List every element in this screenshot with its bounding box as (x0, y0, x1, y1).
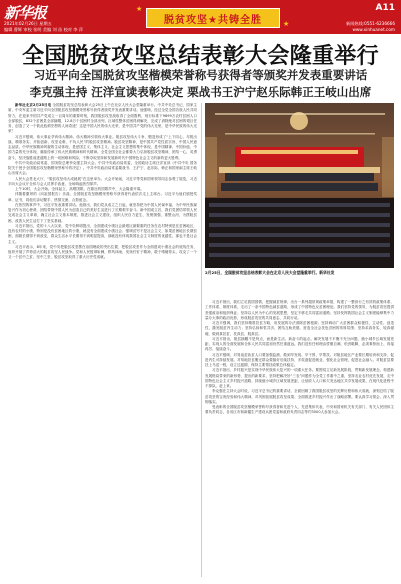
article-paragraph: 伴随着激昂的《向祖国报告》乐曲，全国脱贫攻坚楷模荣誉称号获得者代表依次走上主席台。习近平为他们颁授奖章、证书，同他们亲切握手、热情交流、合影留念。 (8, 192, 197, 202)
dateline: 新华社北京2月25日电 (15, 103, 52, 107)
conference-photo (205, 103, 394, 268)
article-paragraph: 上午10时，大会开始。全体起立，高唱国歌。在雄壮的国歌声中，大会隆重开幕。 (15, 187, 144, 191)
subheadline-1: 习近平向全国脱贫攻坚楷模荣誉称号获得者等颁奖并发表重要讲话 (33, 68, 368, 82)
article-paragraph: 李克强在主持大会时说，习近平总书记的重要讲话，全面回顾了我国脱贫攻坚的光辉历程和伟大成就，深刻总结了脱贫攻坚的宝贵经验和伟大精神，对巩固拓展脱贫攻坚成果、全面推进乡村振兴作出了战略部署。要认真学习领会、深入贯彻落实。 (205, 389, 394, 404)
date-line: 2021年02月26日 星期五 (4, 21, 52, 26)
article-paragraph: 受表彰的全国脱贫攻坚楷模荣誉称号获得者和先进个人、先进集体代表，中央和国家机关有关部门、有关人民团体主要负责同志，各省区市和新疆生产建设兵团党委和政府负责同志等约3000人参加大会。 (205, 405, 394, 415)
article-paragraph: 习近平指出，我们立足我国国情，把握减贫规律，出台一系列超常规政策举措，构建了一整套行之有效的政策体系、工作体系、制度体系，走出了一条中国特色减贫道路，形成了中国特色反贫困理论。我们坚持党的领导，为脱贫攻坚提供坚强政治和组织保证；坚持以人民为中心的发展思想，坚定不移走共同富裕道路；坚持发挥我国社会主义制度能够集中力量办大事的政治优势，形成脱贫攻坚的共同意志、共同行动。 (205, 300, 394, 320)
article-paragraph: 在热烈的掌声中，习近平发表重要讲话。他指出，我们党从成立之日起，就坚持把为中国人民谋幸福、为中华民族谋复兴作为初心使命，团结带领中国人民为创造自己的美好生活进行了长期艰辛奋斗。新中国成立后，我们党团结带领人民完成社会主义革命，确立社会主义基本制度，推进社会主义建设，组织人民自力更生、发愤图强、重整山河，为摆脱贫困、改善人民生活打下了坚实基础。 (8, 202, 197, 223)
page-number: A11 (375, 3, 395, 13)
column-divider (201, 103, 202, 577)
article-paragraph: 人民大会堂北大厅，“脱贫攻坚伟大成就展”在这里举办。大会开始前，习近平等党和国家领导同志参观了展览，习近平向大会议厅全体与会人员挥手致意，全场响起热烈掌声。 (8, 176, 197, 186)
section-banner (146, 8, 280, 28)
article-paragraph: 习近平强调，我们坚持精准扶贫方略，用发展的办法消除贫困根源；坚持调动广大贫困群众积极性、主动性、创造性，激发脱贫内生动力；坚持弘扬和衷共济、团结互助美德，营造全社会扶危济困的浓厚氛围；坚持求真务实、较真碰硬，做到真扶贫、扶真贫、脱真贫。 (205, 321, 394, 336)
photo-caption: 2月25日，全国脱贫攻坚总结表彰大会在北京人民大会堂隆重举行。新华社发 (205, 270, 335, 275)
masthead (0, 0, 401, 34)
subheadline-2: 李克强主持 汪洋宣读表彰决定 栗战书王沪宁赵乐际韩正王岐山出席 (29, 85, 372, 99)
issue-line: 编辑 曹辉 审校 张明 美编 刘 苗 校对 李 萍 (4, 27, 83, 32)
newspaper-logo: 新华报 (4, 4, 47, 22)
star-icon: ★ (136, 5, 143, 13)
website: www.xinhuanet.com (352, 27, 395, 32)
headline: 全国脱贫攻坚总结表彰大会隆重举行 (22, 44, 379, 69)
article-paragraph: 习近平强调，对易返贫致贫人口要加强监测，做到早发现、早干预、早帮扶。对脱贫地区产业要长期培育和支持，促进内生可持续发展。对易地扶贫搬迁群众要搞好后续扶持，多渠道促进就业，强化社会管理，促进社会融入。对脱贫县要扶上马送一程，设立过渡期，保持主要帮扶政策总体稳定。 (205, 352, 394, 367)
article-column-right (205, 300, 394, 577)
article-paragraph: 习近平指出，脱贫摘帽不是终点，而是新生活、新奋斗的起点。解决发展不平衡不充分问题、缩小城乡区域发展差距、实现人的全面发展和全体人民共同富裕仍然任重道远。我们没有任何理由骄傲自满、松劲歇脚，必须乘势而上、再接再厉、接续奋斗。 (205, 336, 394, 352)
hotline: 新闻热线:0551-6236666 (346, 21, 395, 26)
article-paragraph: 习近平指出，党的十八大以来，党中央鲜明提出，全面建成小康社会最艰巨最繁重的任务在农村特别是在贫困地区，没有农村的小康，特别是没有贫困地区的小康，就没有全面建成小康社会；强调贫穷不是社会主义，如果贫困地区长期贫困，面貌长期得不到改变，群众生活水平长期得不到明显提高，那就没有体现我国社会主义制度的优越性，那也不是社会主义。 (8, 223, 197, 244)
article-column-left (8, 103, 197, 577)
article-paragraph: 中共中央政治局常委、国务院总理李克强主持大会。中共中央政治局常委、全国政协主席汪洋宣读《中共中央 国务院关于授予全国脱贫攻坚楷模荣誉称号的决定》。中共中央政治局常委栗战书、王沪宁、赵乐际、韩正和国家副主席王岐山出席大会。 (8, 160, 197, 176)
article-paragraph: 习近平强调，伟大事业孕育伟大精神。伟大精神引领伟大事业。脱贫攻坚伟大斗争，锻造形成了“上下同心、尽锐出战、精准务实、开拓创新、攻坚克难、不负人民”的脱贫攻坚精神。脱贫攻坚精神，是中国共产党性质宗旨、中国人民意志品质、中华民族精神风貌的生动体现，是爱国主义、集体主义、社会主义思想的集中体现，是中国精神、中国价值、中国力量的充分体现，赓续传承了伟大民族精神和时代精神。全党全国全社会都要大力弘扬脱贫攻坚精神，团结一心，英勇奋斗，坚决战胜前进道路上的一切困难和风险，不断夺取坚持和发展新时代中国特色社会主义的新的更大胜利。 (8, 134, 197, 160)
section-title: 脱贫攻坚★共铸全胜 (164, 14, 262, 26)
article-paragraph: 新华社北京2月25日电 全国脱贫攻坚总结表彰大会25日上午在北京人民大会堂隆重举行。中共中央总书记、国家主席、中央军委主席习近平向全国脱贫攻坚楷模荣誉称号获得者颁奖并发表重要讲话。他强调，经过全党全国各族人民共同努力，在迎来中国共产党成立一百周年的重要时刻，我国脱贫攻坚战取得了全面胜利，现行标准下9899万农村贫困人口全部脱贫，832个贫困县全部摘帽，12.8万个贫困村全部出列，区域性整体贫困得到解决，完成了消除绝对贫困的艰巨任务，创造了又一个彼此彪炳史册的人间奇迹！这是中国人民的伟大光荣，是中国共产党的伟大光荣，是中华民族的伟大光荣！ (8, 103, 197, 134)
article-paragraph: 习近平表示，8年来，党中央把脱贫攻坚摆在治国理政的突出位置，把脱贫攻坚作为全面建成小康社会的底线任务，组织开展了声势浩大的脱贫攻坚人民战争。党和人民披荆斩棘、栉风沐雨，发扬钉钉子精神，敢于啃硬骨头，攻克了一个又一个贫中之贫、坚中之坚，脱贫攻坚取得了重大历史性成就。 (8, 244, 197, 260)
article-paragraph: 习近平指出，乡村振兴是实现中华民族伟大复兴的一项重大任务。要围绕立足新发展阶段、贯彻新发展理念、构建新发展格局带来的新形势、提出的新要求，坚持把解决好“三农”问题作为全党工作重中之重，坚持农业农村优先发展，走中国特色社会主义乡村振兴道路，持续缩小城乡区域发展差距，让低收入人口和欠发达地区共享发展成果，在现代化进程中不掉队、赶上来。 (205, 368, 394, 388)
star-icon: ★ (283, 20, 290, 28)
